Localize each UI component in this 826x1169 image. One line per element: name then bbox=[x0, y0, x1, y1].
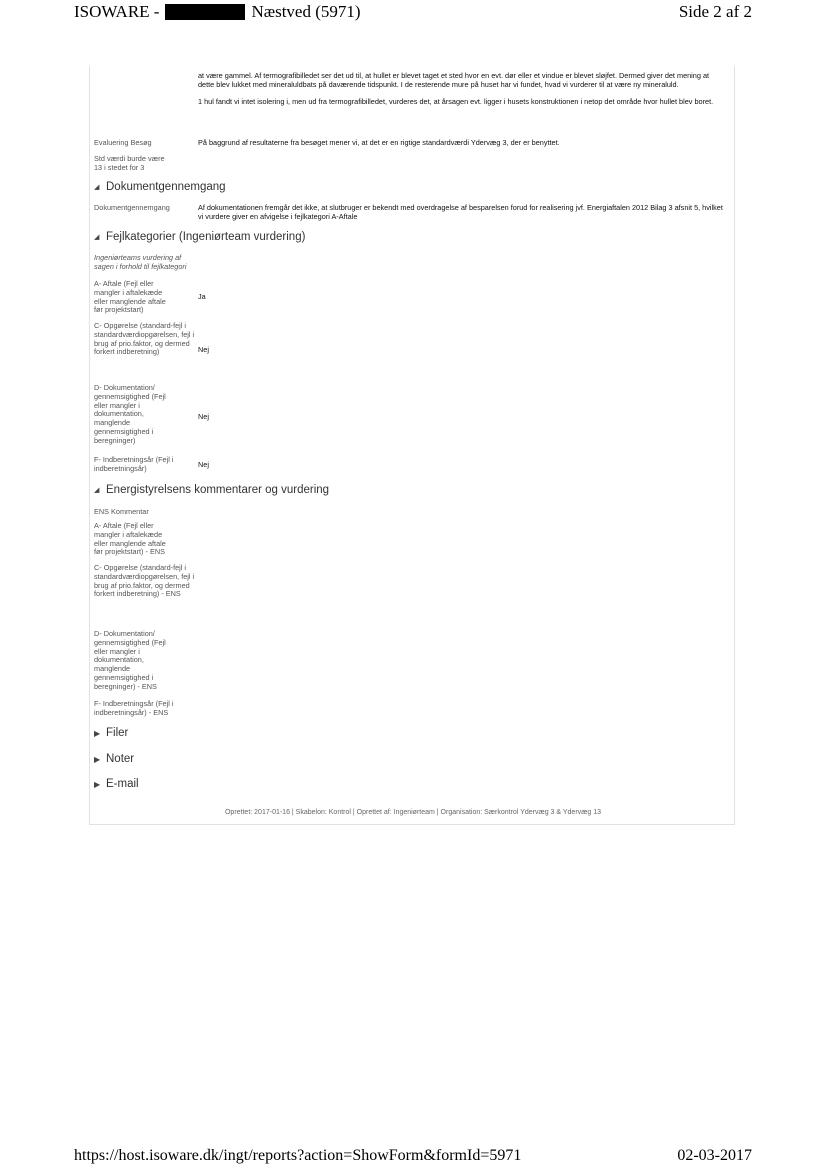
ens-label: ENS Kommentar bbox=[94, 507, 149, 516]
section-title: Fejlkategorier (Ingeniørteam vurdering) bbox=[106, 231, 306, 243]
evaluering-label: Evaluering Besøg bbox=[94, 138, 152, 147]
section-email[interactable] bbox=[94, 778, 139, 790]
evaluering-value: På baggrund af resultaterne fra besøget mener vi, at det er en rigtige standardværdi Ydervæg 3, der er benyttet. bbox=[198, 138, 560, 147]
redacted-block bbox=[165, 4, 245, 20]
city-name: Næstved (5971) bbox=[251, 2, 361, 21]
footer-url: https://host.isoware.dk/ingt/reports?action=ShowForm&formId=5971 bbox=[74, 1147, 522, 1164]
continuation-paragraph-2: 1 hul fandt vi intet isolering i, men ud fra termografibilledet, vurderes det, at årsagen evt. ligger i husets konstruktionen i netop det område hvor hullet blev boret. bbox=[198, 96, 714, 106]
fejl-value: Ja bbox=[198, 292, 206, 301]
section-title: Dokumentgennemgang bbox=[106, 181, 226, 193]
triangle-open-icon: ◢ bbox=[94, 184, 100, 191]
fejl-intro: Ingeniørteams vurdering af sagen i forhold til fejlkategori bbox=[94, 253, 187, 271]
section-fejlkategorier[interactable] bbox=[94, 231, 305, 243]
section-title: Energistyrelsens kommentarer og vurdering bbox=[106, 484, 330, 496]
section-title: Noter bbox=[106, 753, 135, 765]
std-note: Std værdi burde være 13 i stedet for 3 bbox=[94, 154, 165, 172]
section-dokumentgennemgang[interactable] bbox=[94, 181, 226, 193]
triangle-closed-icon: ▶ bbox=[94, 779, 101, 789]
fejl-label: C- Opgørelse (standard-fejl i standardværdiopgørelsen, fejl i brug af prio.faktor, og dermed forkert indberetning) bbox=[94, 321, 195, 357]
footer-date: 02-03-2017 bbox=[677, 1147, 752, 1164]
fejl-label: D- Dokumentation/ gennemsigtighed (Fejl eller mangler i dokumentation, manglende gennemsigtighed i beregninger) bbox=[94, 383, 166, 445]
app-name: ISOWARE - bbox=[74, 2, 160, 21]
fejl-value: Nej bbox=[198, 345, 209, 354]
print-header bbox=[74, 0, 752, 24]
triangle-closed-icon: ▶ bbox=[94, 754, 101, 764]
dokument-label: Dokumentgennemgang bbox=[94, 203, 170, 212]
triangle-open-icon: ◢ bbox=[94, 234, 100, 241]
section-title: E-mail bbox=[106, 778, 139, 790]
triangle-closed-icon: ▶ bbox=[94, 728, 101, 738]
ens-label: F- Indberetningsår (Fejl i indberetningsår) - ENS bbox=[94, 699, 174, 717]
ens-label: C- Opgørelse (standard-fejl i standardværdiopgørelsen, fejl i brug af prio.faktor, og dermed forkert indberetning) - ENS bbox=[94, 563, 195, 599]
page-number: Side 2 af 2 bbox=[678, 2, 752, 21]
fejl-value: Nej bbox=[198, 412, 209, 421]
fejl-label: A- Aftale (Fejl eller mangler i aftalekæde eller manglende aftale før projektstart) bbox=[94, 279, 166, 315]
report-card bbox=[89, 66, 735, 825]
continuation-paragraph-1: at være gammel. Af termografibilledet ser det ud til, at hullet er blevet taget et sted hvor en evt. dør eller et vindue er blevet sløjfet. Dermed giver det mening at dette blev lukket med mineraluldbats på daværende tidspunkt. I de resterende mure på huset har vi fundet, hvad vi vurderer til at være ny mineraluld. bbox=[198, 71, 710, 89]
section-noter[interactable] bbox=[94, 753, 134, 765]
continuation-text bbox=[198, 72, 726, 106]
print-header-title bbox=[74, 2, 361, 22]
fejl-label: F- Indberetningsår (Fejl i indberetningsår) bbox=[94, 455, 174, 473]
section-filer[interactable] bbox=[94, 727, 128, 739]
ens-label: D- Dokumentation/ gennemsigtighed (Fejl eller mangler i dokumentation, manglende gennemsigtighed i beregninger) - ENS bbox=[94, 629, 166, 691]
ens-label: A- Aftale (Fejl eller mangler i aftalekæde eller manglende aftale før projektstart) - ENS bbox=[94, 521, 166, 557]
dokument-value: Af dokumentationen fremgår det ikke, at slutbruger er bekendt med overdragelse af besparelsen forud for realisering jvf. Energiaftalen 2012 Bilag 3 afsnit 5, hvilket vi vurdere giver en afvigelse i fejlkategori A-Aftale bbox=[198, 203, 723, 221]
section-energistyrelsen[interactable] bbox=[94, 484, 329, 496]
meta-line: Oprettet: 2017-01-16 | Skabelon: Kontrol | Oprettet af: Ingeniørteam | Organisation: Særkontrol Ydervæg 3 & Ydervæg 13 bbox=[224, 809, 601, 816]
triangle-open-icon: ◢ bbox=[94, 487, 100, 494]
fejl-value: Nej bbox=[198, 460, 209, 469]
print-footer bbox=[74, 1143, 752, 1169]
section-title: Filer bbox=[106, 727, 129, 739]
